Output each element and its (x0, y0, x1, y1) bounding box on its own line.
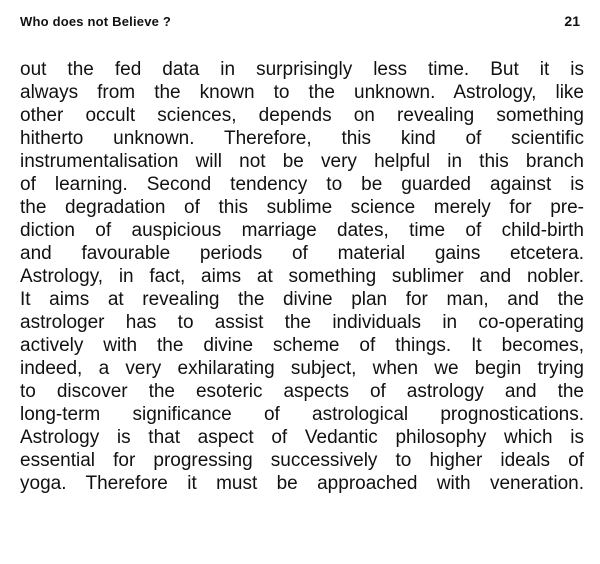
text-line: long-term significance of astrological prognostications. (20, 404, 584, 425)
text-line: and favourable periods of material gains etcetera. (20, 243, 584, 264)
text-line: instrumentalisation will not be very helpful in this branch (20, 151, 584, 172)
page-number: 21 (564, 13, 580, 29)
text-line: diction of auspicious marriage dates, time of child-birth (20, 220, 584, 241)
text-line: It aims at revealing the divine plan for man, and the (20, 289, 584, 310)
text-line: of learning. Second tendency to be guarded against is (20, 174, 584, 195)
body-paragraph (20, 58, 584, 495)
text-line: actively with the divine scheme of things. It becomes, (20, 335, 584, 356)
text-line: always from the known to the unknown. Astrology, like (20, 82, 584, 103)
text-line: astrologer has to assist the individuals in co-operating (20, 312, 584, 333)
text-line: indeed, a very exhilarating subject, when we begin trying (20, 358, 584, 379)
text-line: hitherto unknown. Therefore, this kind of scientific (20, 128, 584, 149)
text-line: the degradation of this sublime science merely for pre- (20, 197, 584, 218)
text-line: other occult sciences, depends on revealing something (20, 105, 584, 126)
running-head-title: Who does not Believe ? (20, 14, 172, 29)
text-line: Astrology, in fact, aims at something sublimer and nobler. (20, 266, 584, 287)
text-line: to discover the esoteric aspects of astrology and the (20, 381, 584, 402)
text-line: Astrology is that aspect of Vedantic philosophy which is (20, 427, 584, 448)
text-line: essential for progressing successively to higher ideals of (20, 450, 584, 471)
text-line: out the fed data in surprisingly less time. But it is (20, 59, 584, 80)
text-line: yoga. Therefore it must be approached with veneration. (20, 473, 584, 494)
